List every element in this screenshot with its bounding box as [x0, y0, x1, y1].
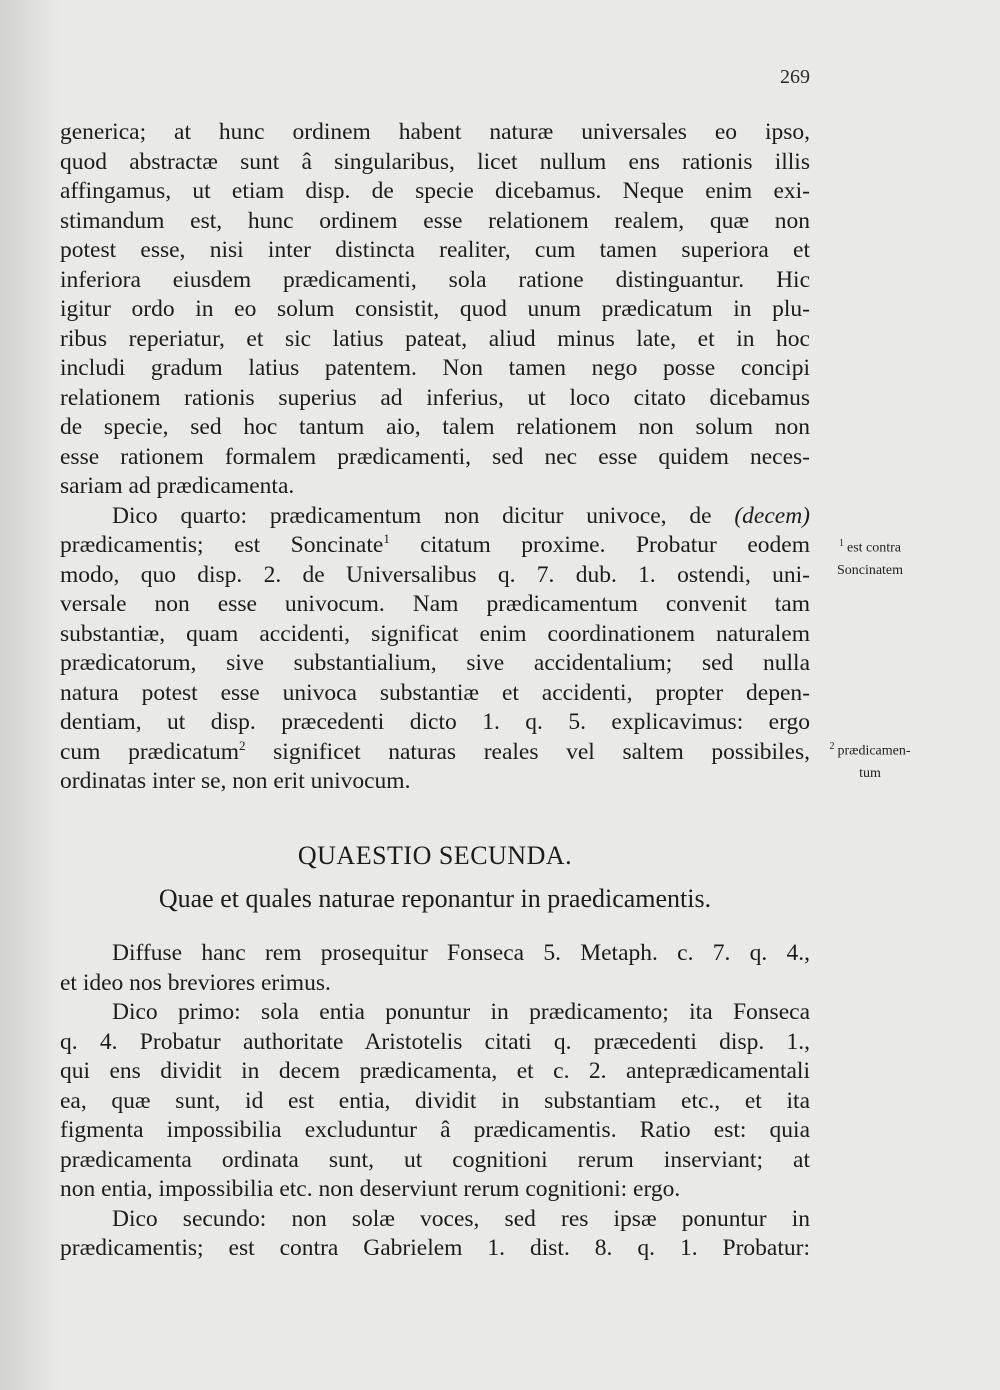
text-line: figmenta impossibilia excluduntur â prædicamentis. Ratio est: quia — [60, 1117, 810, 1143]
text-line: stimandum est, hunc ordinem esse relationem realem, quæ non — [60, 207, 810, 234]
text-line: ea, quæ sunt, id est entia, dividit in substantiam etc., et ita — [60, 1087, 810, 1114]
text-line: Dico primo: sola entia ponuntur in prædicamento; ita Fonseca — [112, 999, 810, 1025]
section-subtitle: Quae et quales naturae reponantur in praedicamentis. — [158, 884, 712, 913]
margin-note-line — [820, 533, 920, 560]
text-line: qui ens dividit in decem prædicamenta, et c. 2. anteprædicamentali — [60, 1058, 810, 1084]
text-line: prædicamentis; est contra Gabrielem 1. dist. 8. q. 1. Probatur: — [60, 1235, 810, 1261]
text-line: et ideo nos breviores erimus. — [60, 969, 331, 996]
text-line: inferiora eiusdem prædicamenti, sola ratione distinguantur. Hic — [60, 266, 810, 293]
margin-note-text: prædicamen- — [837, 743, 911, 759]
text-span: cum prædicatum — [60, 738, 240, 765]
body-text-block-2 — [60, 939, 810, 1264]
italic-word: (decem) — [734, 502, 810, 529]
margin-note-number: 2 — [829, 741, 835, 752]
text-line: ribus reperiatur, et sic latius pateat, aliud minus late, et in hoc — [60, 325, 810, 352]
margin-note-1 — [820, 533, 920, 582]
text-line: includi gradum latius patentem. Non tamen nego posse concipi — [60, 355, 810, 381]
text-line: versale non esse univocum. Nam prædicamentum convenit tam — [60, 591, 810, 617]
text-line: potest esse, nisi inter distincta realiter, cum tamen superiora et — [60, 237, 810, 263]
paragraph-1 — [60, 118, 810, 502]
margin-note-text: est contra — [846, 540, 902, 556]
body-text-block-1 — [60, 118, 810, 797]
text-line: de specie, sed hoc tantum aio, talem relationem non solum non — [60, 414, 810, 440]
text-line: esse rationem formalem prædicamenti, sed nec esse quidem neces- — [60, 443, 810, 470]
text-line — [60, 738, 810, 768]
text-line: prædicatorum, sive substantialium, sive accidentalium; sed nulla — [60, 650, 810, 676]
text-span: significet naturas reales vel saltem possibiles, — [245, 738, 810, 765]
text-line: modo, quo disp. 2. de Universalibus q. 7. dub. 1. ostendi, uni- — [60, 561, 810, 588]
margin-note-line: Soncinatem — [836, 562, 904, 578]
text-line: natura potest esse univoca substantiæ et accidenti, propter depen- — [60, 679, 810, 706]
text-span: prædicamentis; est Soncinate — [60, 532, 384, 558]
page-number: 269 — [780, 66, 810, 88]
text-line — [60, 502, 810, 532]
text-line: ordinatas inter se, non erit univocum. — [60, 768, 411, 794]
margin-note-2 — [820, 736, 920, 785]
text-line: relationem rationis superius ad inferius, ut loco citato dicebamus — [60, 384, 810, 411]
text-line: Dico secundo: non solæ voces, sed res ipsæ ponuntur in — [112, 1205, 810, 1232]
margin-note-line — [820, 736, 920, 763]
footnote-ref-2: 2 — [239, 737, 246, 753]
footnote-ref-1: 1 — [383, 531, 390, 547]
margin-note-number: 1 — [838, 538, 844, 549]
text-line: igitur ordo in eo solum consistit, quod unum prædicatum in plu- — [60, 296, 810, 322]
page-gutter-shadow — [0, 0, 60, 1390]
text-span: citatum proxime. Probatur eodem — [389, 532, 810, 558]
text-line: dentiam, ut disp. præcedenti dicto 1. q. 5. explicavimus: ergo — [60, 709, 810, 735]
text-line: sariam ad prædicamenta. — [60, 473, 295, 499]
section-title: QUAESTIO SECUNDA. — [297, 841, 573, 870]
text-line: non entia, impossibilia etc. non deserviunt rerum cognitioni: ergo. — [60, 1176, 681, 1202]
text-line: generica; at hunc ordinem habent naturæ universales eo ipso, — [60, 119, 810, 145]
text-line: q. 4. Probatur authoritate Aristotelis citati q. præcedenti disp. 1., — [60, 1028, 810, 1055]
text-line: Diffuse hanc rem prosequitur Fonseca 5. Metaph. c. 7. q. 4., — [112, 940, 810, 966]
text-line: quod abstractæ sunt â singularibus, licet nullum ens rationis illis — [60, 148, 810, 175]
text-line — [60, 531, 810, 561]
margin-note-line: tum — [859, 765, 881, 781]
text-span: Dico quarto: prædicamentum non dicitur univoce, de — [112, 502, 735, 529]
text-line: prædicamenta ordinata sunt, ut cognitioni rerum inserviant; at — [60, 1146, 810, 1173]
text-line: substantiæ, quam accidenti, significat enim coordinationem naturalem — [60, 620, 810, 647]
text-line: affingamus, ut etiam disp. de specie dicebamus. Neque enim exi- — [60, 178, 810, 204]
